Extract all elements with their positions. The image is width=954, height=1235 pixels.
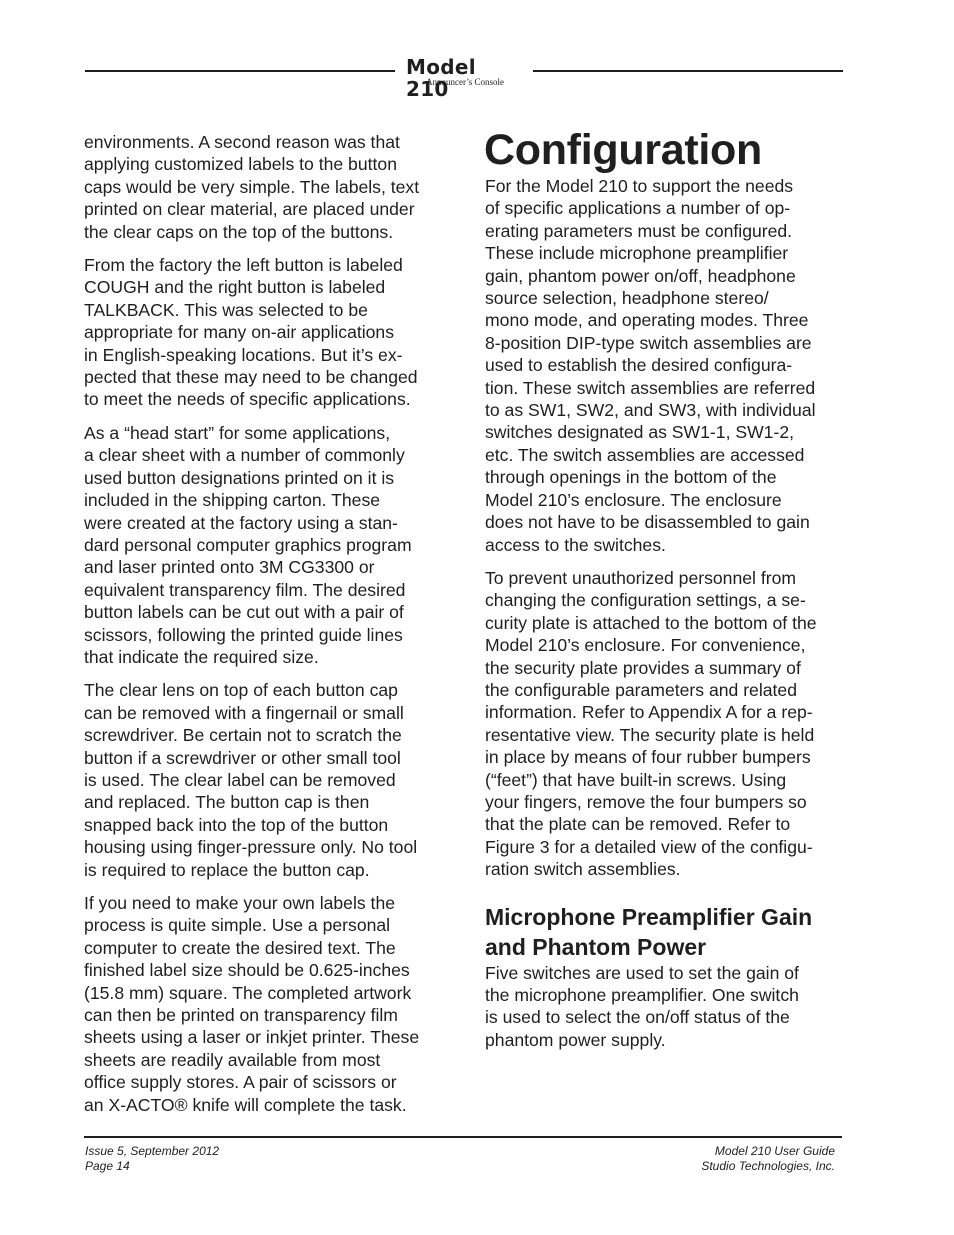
left-column [84, 131, 446, 1127]
paragraph: For the Model 210 to support the needs of specific applications a number of op- erating parameters must be configured. These include microphone preamplifier gain, phantom power on/off, headphone source selection, headphone stereo/ mono mode, and operating modes. Three 8-position DIP-type switch assemblies are used to establish the desired configura- tion. These switch assemblies are referred to as SW1, SW2, and SW3, with individual switches designated as SW1-1, SW1-2, etc. The switch assemblies are accessed through openings in the bottom of the Model 210’s enclosure. The enclosure does not have to be disassembled to gain access to the switches. [485, 176, 816, 555]
paragraph: The clear lens on top of each button cap can be removed with a fingernail or small screwdriver. Be certain not to scratch the button if a screwdriver or other small tool is used. The clear label can be removed and replaced. The button cap is then snapped back into the top of the button housing using finger-pressure only. No tool is required to replace the button cap. [84, 680, 418, 880]
paragraph: From the factory the left button is labeled COUGH and the right button is labeled TALKBACK. This was selected to be appropriate for many on-air applications in English-speaking locations. But it’s ex- pected that these may need to be changed to meet the needs of specific applications. [84, 255, 418, 410]
paragraph: Five switches are used to set the gain of the microphone preamplifier. One switch is used to select the on/off status of the phantom power supply. [485, 962, 799, 1050]
footer-guide-title: Model 210 User Guide [714, 1144, 835, 1158]
footer-right [701, 1144, 835, 1174]
footer-company: Studio Technologies, Inc. [701, 1159, 835, 1173]
header-rule-left [85, 70, 395, 72]
subsection-heading-mic-preamp: Microphone Preamplifier Gain and Phantom Power [485, 903, 813, 960]
paragraph: To prevent unauthorized personnel from changing the configuration settings, a se- curity plate is attached to the bottom of the Model 210’s enclosure. For convenience, the security plate provides a summary of the configurable parameters and related information. Refer to Appendix A for a rep- resentative view. The security plate is held in place by means of four rubber bumpers (“feet”) that have built-in screws. Using your fingers, remove the four bumpers so that the plate can be removed. Refer to Figure 3 for a detailed view of the configu- ration switch assemblies. [485, 567, 817, 880]
section-heading-configuration: Configuration [484, 126, 762, 174]
footer-page-number: Page 14 [85, 1159, 130, 1173]
right-column [485, 125, 847, 1062]
footer-rule [84, 1136, 842, 1138]
footer-issue: Issue 5, September 2012 [85, 1144, 220, 1158]
paragraph: As a “head start” for some applications, a clear sheet with a number of commonly used button designations printed on it is included in the shipping carton. These were created at the factory using a stan- dard personal computer graphics program and laser printed onto 3M CG3300 or equivalent transparency film. The desired button labels can be cut out with a pair of scissors, following the printed guide lines that indicate the required size. [84, 422, 412, 667]
paragraph: If you need to make your own labels the process is quite simple. Use a personal computer to create the desired text. The finished label size should be 0.625-inches (15.8 mm) square. The completed artwork can then be printed on transparency film sheets using a laser or inkjet printer. These sheets are readily available from most office supply stores. A pair of scissors or an X-ACTO® knife will complete the task. [84, 893, 420, 1115]
footer-left [85, 1144, 219, 1174]
header-model-title: Model 210 [406, 55, 476, 101]
paragraph: environments. A second reason was that applying customized labels to the button caps would be very simple. The labels, text printed on clear material, are placed under the clear caps on the top of the buttons. [84, 132, 420, 242]
header-subtitle: Announcer’s Console [425, 77, 505, 87]
header-rule-right [533, 70, 843, 72]
